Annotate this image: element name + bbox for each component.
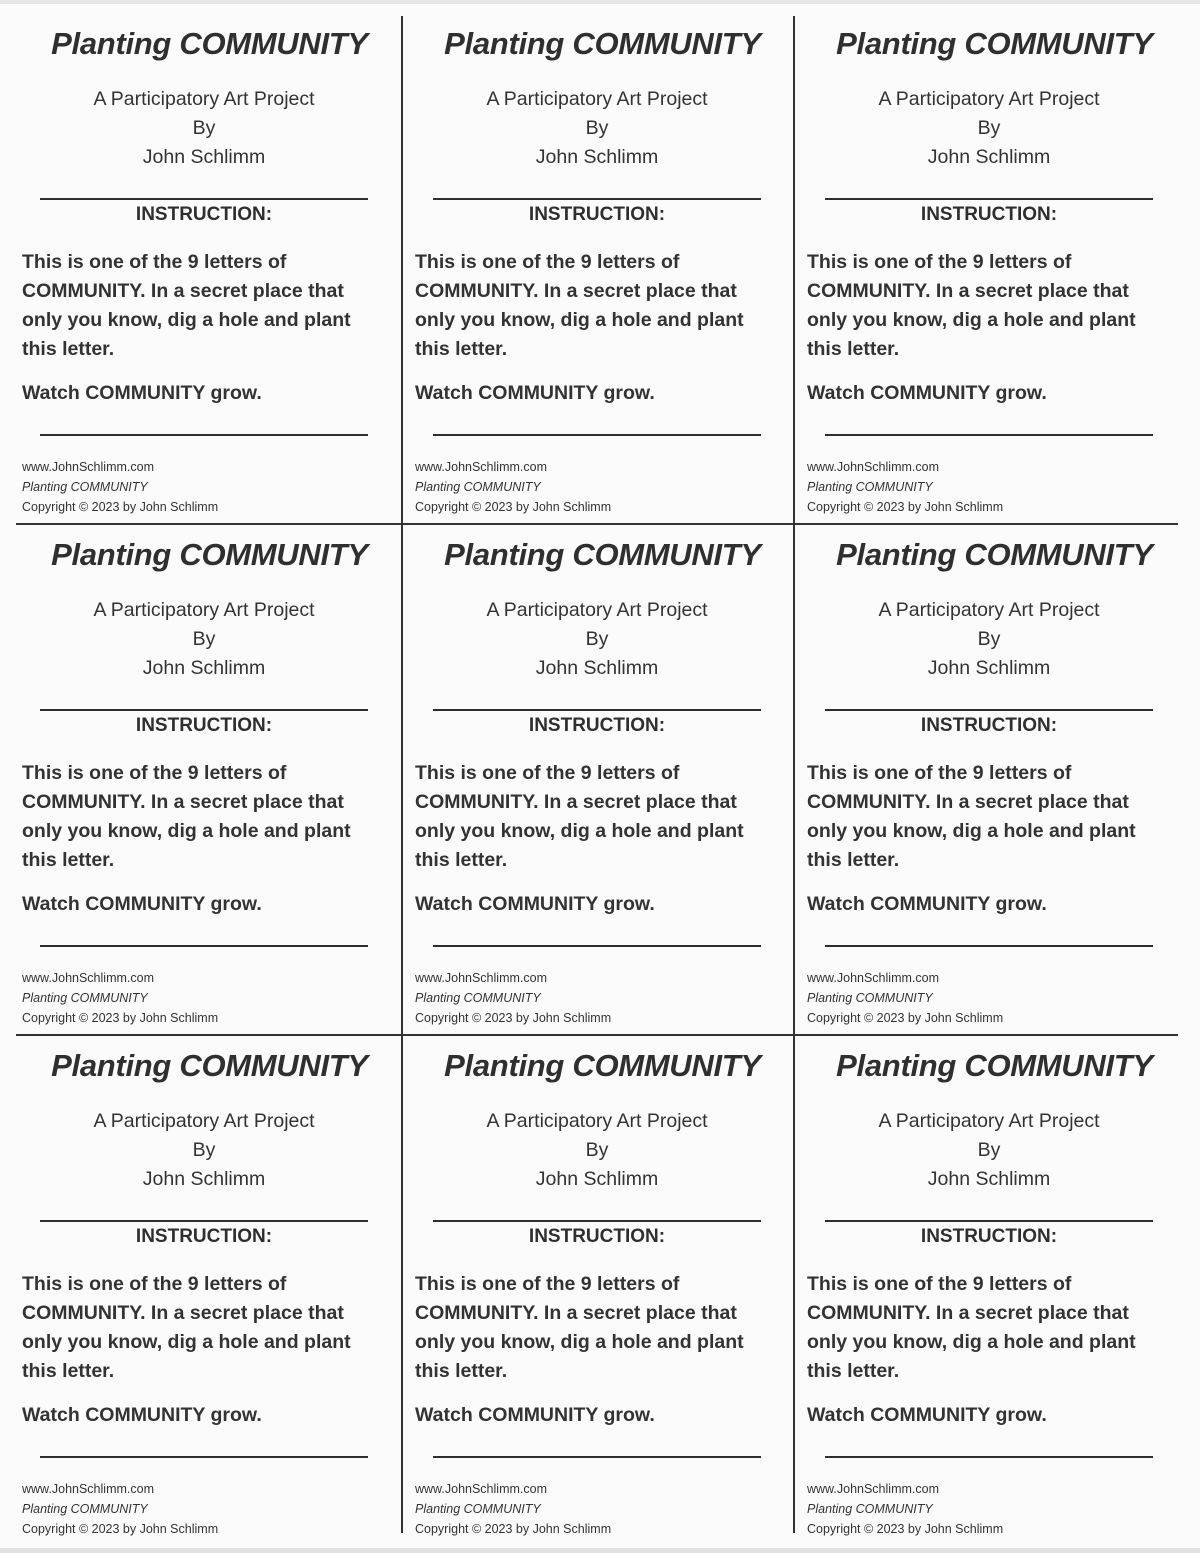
card-title: Planting COMMUNITY	[836, 1048, 1153, 1083]
card-author: John Schlimm	[927, 146, 1051, 168]
footer-copyright: Copyright © 2023 by John Schlimm	[22, 1522, 219, 1536]
footer-copyright: Copyright © 2023 by John Schlimm	[22, 1011, 219, 1025]
card-by: By	[192, 1139, 216, 1161]
body-line: COMMUNITY. In a secret place that	[22, 1302, 344, 1324]
footer-project: Planting COMMUNITY	[415, 991, 541, 1005]
card-author: John Schlimm	[535, 657, 659, 679]
instruction-card-row-1-col-1	[16, 16, 401, 524]
instruction-body	[415, 759, 775, 875]
card-title: Planting COMMUNITY	[51, 537, 368, 572]
body-line: this letter.	[22, 849, 115, 871]
divider-rule-bottom	[40, 945, 368, 947]
instruction-card-row-2-col-2	[409, 527, 794, 1035]
body-line: This is one of the 9 letters of	[22, 1273, 287, 1295]
instruction-card-row-1-col-2	[409, 16, 794, 524]
card-title: Planting COMMUNITY	[444, 537, 761, 572]
footer-project: Planting COMMUNITY	[415, 480, 541, 494]
body-line: only you know, dig a hole and plant	[807, 309, 1136, 331]
body-line: only you know, dig a hole and plant	[415, 309, 744, 331]
closing-line: Watch COMMUNITY grow.	[415, 1404, 655, 1426]
card-subtitle: A Participatory Art Project	[878, 599, 1100, 621]
body-line: This is one of the 9 letters of	[415, 1273, 680, 1295]
body-line: This is one of the 9 letters of	[415, 251, 680, 273]
card-subtitle: A Participatory Art Project	[878, 88, 1100, 110]
footer-project: Planting COMMUNITY	[807, 991, 933, 1005]
closing-line: Watch COMMUNITY grow.	[807, 893, 1047, 915]
card-by: By	[977, 117, 1001, 139]
card-footer	[22, 457, 218, 517]
instruction-heading: INSTRUCTION:	[528, 715, 666, 736]
card-by: By	[977, 1139, 1001, 1161]
body-line: this letter.	[415, 1360, 508, 1382]
card-title: Planting COMMUNITY	[444, 26, 761, 61]
card-title: Planting COMMUNITY	[51, 26, 368, 61]
card-subtitle: A Participatory Art Project	[486, 1110, 708, 1132]
divider-rule-top	[433, 198, 761, 200]
closing-line: Watch COMMUNITY grow.	[807, 382, 1047, 404]
instruction-heading: INSTRUCTION:	[135, 204, 273, 225]
divider-rule-top	[433, 709, 761, 711]
instruction-card-row-3-col-2	[409, 1038, 794, 1546]
body-line: This is one of the 9 letters of	[807, 1273, 1072, 1295]
footer-project: Planting COMMUNITY	[22, 480, 148, 494]
footer-website: www.JohnSchlimm.com	[807, 1482, 939, 1496]
body-line: only you know, dig a hole and plant	[22, 309, 351, 331]
footer-project: Planting COMMUNITY	[807, 1502, 933, 1516]
card-subtitle: A Participatory Art Project	[878, 1110, 1100, 1132]
instruction-heading: INSTRUCTION:	[920, 1226, 1058, 1247]
footer-website: www.JohnSchlimm.com	[22, 1482, 154, 1496]
body-line: only you know, dig a hole and plant	[415, 820, 744, 842]
body-line: This is one of the 9 letters of	[415, 762, 680, 784]
divider-rule-bottom	[433, 1456, 761, 1458]
instruction-body	[807, 248, 1167, 364]
divider-rule-bottom	[40, 434, 368, 436]
divider-rule-bottom	[433, 434, 761, 436]
body-line: this letter.	[415, 338, 508, 360]
body-line: COMMUNITY. In a secret place that	[807, 280, 1129, 302]
instruction-body	[22, 248, 382, 364]
card-subtitle: A Participatory Art Project	[486, 88, 708, 110]
instruction-heading: INSTRUCTION:	[920, 204, 1058, 225]
instruction-heading: INSTRUCTION:	[135, 715, 273, 736]
closing-line: Watch COMMUNITY grow.	[22, 893, 262, 915]
body-line: only you know, dig a hole and plant	[807, 820, 1136, 842]
divider-rule-bottom	[825, 945, 1153, 947]
footer-copyright: Copyright © 2023 by John Schlimm	[807, 1011, 1004, 1025]
instruction-card-row-3-col-3	[801, 1038, 1186, 1546]
instruction-body	[807, 759, 1167, 875]
instruction-body	[22, 759, 382, 875]
footer-project: Planting COMMUNITY	[807, 480, 933, 494]
body-line: this letter.	[807, 338, 900, 360]
body-line: This is one of the 9 letters of	[807, 762, 1072, 784]
closing-line: Watch COMMUNITY grow.	[415, 382, 655, 404]
body-line: COMMUNITY. In a secret place that	[807, 791, 1129, 813]
card-by: By	[585, 117, 609, 139]
card-author: John Schlimm	[535, 146, 659, 168]
instruction-heading: INSTRUCTION:	[920, 715, 1058, 736]
card-footer	[22, 968, 218, 1028]
card-subtitle: A Participatory Art Project	[486, 599, 708, 621]
instruction-card-row-3-col-1	[16, 1038, 401, 1546]
card-author: John Schlimm	[142, 146, 266, 168]
footer-copyright: Copyright © 2023 by John Schlimm	[415, 1522, 612, 1536]
footer-project: Planting COMMUNITY	[415, 1502, 541, 1516]
instruction-card-row-2-col-1	[16, 527, 401, 1035]
instruction-card-row-2-col-3	[801, 527, 1186, 1035]
footer-website: www.JohnSchlimm.com	[807, 460, 939, 474]
card-author: John Schlimm	[535, 1168, 659, 1190]
card-subtitle: A Participatory Art Project	[93, 599, 315, 621]
footer-copyright: Copyright © 2023 by John Schlimm	[22, 500, 219, 514]
body-line: this letter.	[415, 849, 508, 871]
card-author: John Schlimm	[142, 657, 266, 679]
divider-rule-bottom	[825, 434, 1153, 436]
card-title: Planting COMMUNITY	[836, 26, 1153, 61]
scan-bottom-edge	[0, 1548, 1200, 1553]
instruction-card-row-1-col-3	[801, 16, 1186, 524]
footer-copyright: Copyright © 2023 by John Schlimm	[415, 500, 612, 514]
instruction-body	[22, 1270, 382, 1386]
card-by: By	[977, 628, 1001, 650]
divider-rule-bottom	[433, 945, 761, 947]
divider-rule-top	[825, 709, 1153, 711]
divider-rule-top	[825, 1220, 1153, 1222]
card-footer	[415, 457, 611, 517]
scan-top-edge	[0, 0, 1200, 4]
divider-rule-top	[825, 198, 1153, 200]
body-line: only you know, dig a hole and plant	[22, 820, 351, 842]
footer-website: www.JohnSchlimm.com	[22, 971, 154, 985]
footer-website: www.JohnSchlimm.com	[807, 971, 939, 985]
body-line: COMMUNITY. In a secret place that	[415, 280, 737, 302]
body-line: This is one of the 9 letters of	[22, 762, 287, 784]
closing-line: Watch COMMUNITY grow.	[807, 1404, 1047, 1426]
body-line: only you know, dig a hole and plant	[22, 1331, 351, 1353]
footer-website: www.JohnSchlimm.com	[415, 971, 547, 985]
footer-copyright: Copyright © 2023 by John Schlimm	[807, 1522, 1004, 1536]
footer-project: Planting COMMUNITY	[22, 991, 148, 1005]
footer-copyright: Copyright © 2023 by John Schlimm	[415, 1011, 612, 1025]
divider-rule-top	[40, 709, 368, 711]
card-author: John Schlimm	[142, 1168, 266, 1190]
divider-rule-top	[40, 1220, 368, 1222]
card-by: By	[585, 1139, 609, 1161]
card-by: By	[585, 628, 609, 650]
footer-project: Planting COMMUNITY	[22, 1502, 148, 1516]
card-sheet	[16, 16, 1178, 1536]
card-by: By	[192, 628, 216, 650]
closing-line: Watch COMMUNITY grow.	[415, 893, 655, 915]
instruction-body	[415, 248, 775, 364]
instruction-body	[415, 1270, 775, 1386]
footer-website: www.JohnSchlimm.com	[415, 460, 547, 474]
body-line: COMMUNITY. In a secret place that	[415, 791, 737, 813]
card-author: John Schlimm	[927, 657, 1051, 679]
column-divider-1	[401, 16, 403, 1533]
card-title: Planting COMMUNITY	[836, 537, 1153, 572]
card-subtitle: A Participatory Art Project	[93, 88, 315, 110]
card-subtitle: A Participatory Art Project	[93, 1110, 315, 1132]
footer-website: www.JohnSchlimm.com	[22, 460, 154, 474]
instruction-heading: INSTRUCTION:	[528, 1226, 666, 1247]
body-line: this letter.	[22, 338, 115, 360]
instruction-heading: INSTRUCTION:	[528, 204, 666, 225]
body-line: This is one of the 9 letters of	[807, 251, 1072, 273]
instruction-heading: INSTRUCTION:	[135, 1226, 273, 1247]
divider-rule-bottom	[40, 1456, 368, 1458]
body-line: COMMUNITY. In a secret place that	[22, 791, 344, 813]
card-footer	[415, 1479, 611, 1539]
card-footer	[807, 968, 1003, 1028]
body-line: this letter.	[807, 1360, 900, 1382]
instruction-body	[807, 1270, 1167, 1386]
body-line: this letter.	[22, 1360, 115, 1382]
body-line: only you know, dig a hole and plant	[415, 1331, 744, 1353]
body-line: COMMUNITY. In a secret place that	[415, 1302, 737, 1324]
card-title: Planting COMMUNITY	[51, 1048, 368, 1083]
body-line: COMMUNITY. In a secret place that	[22, 280, 344, 302]
closing-line: Watch COMMUNITY grow.	[22, 1404, 262, 1426]
divider-rule-bottom	[825, 1456, 1153, 1458]
footer-copyright: Copyright © 2023 by John Schlimm	[807, 500, 1004, 514]
card-footer	[22, 1479, 218, 1539]
card-author: John Schlimm	[927, 1168, 1051, 1190]
divider-rule-top	[40, 198, 368, 200]
body-line: COMMUNITY. In a secret place that	[807, 1302, 1129, 1324]
card-by: By	[192, 117, 216, 139]
body-line: this letter.	[807, 849, 900, 871]
closing-line: Watch COMMUNITY grow.	[22, 382, 262, 404]
footer-website: www.JohnSchlimm.com	[415, 1482, 547, 1496]
body-line: This is one of the 9 letters of	[22, 251, 287, 273]
divider-rule-top	[433, 1220, 761, 1222]
card-footer	[807, 1479, 1003, 1539]
card-footer	[415, 968, 611, 1028]
card-footer	[807, 457, 1003, 517]
card-title: Planting COMMUNITY	[444, 1048, 761, 1083]
body-line: only you know, dig a hole and plant	[807, 1331, 1136, 1353]
